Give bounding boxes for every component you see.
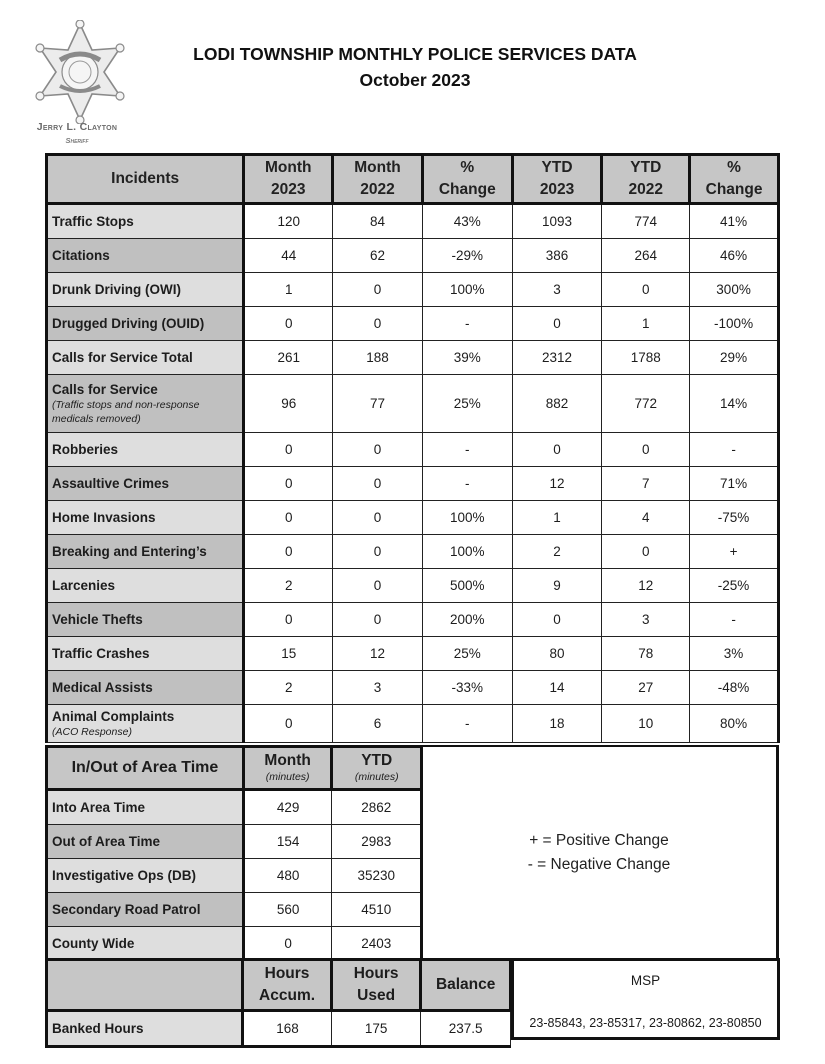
row-label: Citations — [47, 239, 244, 273]
row-label: Banked Hours — [47, 1011, 243, 1047]
cell-value: 0 — [244, 705, 333, 743]
cell-value: 500% — [422, 569, 512, 603]
row-label: Breaking and Entering’s — [47, 535, 244, 569]
row-label: Traffic Crashes — [47, 637, 244, 671]
legend-box — [422, 745, 779, 958]
table-row — [47, 307, 779, 341]
cell-value: - — [690, 433, 779, 467]
row-label: Robberies — [47, 433, 244, 467]
row-label: Drugged Driving (OUID) — [47, 307, 244, 341]
cell-value: 10 — [602, 705, 690, 743]
banked-hours-row — [47, 1011, 511, 1047]
cell-value: + — [690, 535, 779, 569]
cell-value: 7 — [602, 467, 690, 501]
row-label: Secondary Road Patrol — [47, 893, 244, 927]
column-header-incidents: Incidents — [47, 155, 244, 204]
cell-value: 0 — [333, 569, 423, 603]
cell-value: 4510 — [332, 893, 422, 927]
msp-title: MSP — [630, 973, 661, 988]
banked-hours-header-blank — [47, 960, 243, 1011]
cell-value: 200% — [422, 603, 512, 637]
cell-value: 39% — [422, 341, 512, 375]
cell-value: 261 — [244, 341, 333, 375]
cell-value: 0 — [244, 433, 333, 467]
cell-value: 1 — [512, 501, 602, 535]
cell-value: 44 — [244, 239, 333, 273]
cell-value: 3 — [602, 603, 690, 637]
cell-value: - — [690, 603, 779, 637]
legend-negative: - = Negative Change — [527, 856, 671, 873]
table-row — [47, 569, 779, 603]
row-note: (ACO Response) — [52, 726, 132, 738]
row-label: Vehicle Thefts — [47, 603, 244, 637]
column-header-ytd-2023: YTD 2023 — [512, 155, 602, 204]
row-label: County Wide — [47, 927, 244, 961]
area-time-title: In/Out of Area Time — [47, 747, 244, 790]
cell-value: 0 — [333, 501, 423, 535]
cell-value: 18 — [512, 705, 602, 743]
cell-value: 0 — [244, 307, 333, 341]
cell-value: 0 — [244, 535, 333, 569]
column-header-ytd-minutes: YTD (minutes) — [332, 747, 422, 790]
legend-positive: + = Positive Change — [529, 832, 669, 849]
column-header-ytd-pct-change: % Change — [690, 155, 779, 204]
row-label: Medical Assists — [47, 671, 244, 705]
cell-value: 0 — [333, 467, 423, 501]
cell-value: 480 — [243, 859, 332, 893]
sheriff-badge-logo — [30, 18, 130, 138]
cell-value: 80 — [512, 637, 602, 671]
cell-value: 1 — [244, 273, 333, 307]
cell-value: 62 — [333, 239, 423, 273]
sheriff-name: Jerry L. Clayton — [36, 121, 118, 133]
cell-value: -75% — [690, 501, 779, 535]
column-header-hours-used: Hours Used — [331, 960, 420, 1011]
incidents-table — [45, 153, 780, 743]
hours-accum-value: 168 — [243, 1011, 332, 1047]
cell-value: 43% — [422, 204, 512, 239]
table-row — [47, 341, 779, 375]
cell-value: 300% — [690, 273, 779, 307]
column-header-month-pct-change: % Change — [422, 155, 512, 204]
cell-value: 154 — [243, 825, 332, 859]
msp-box — [511, 958, 780, 1040]
cell-value: 12 — [333, 637, 423, 671]
row-label: Assaultive Crimes — [47, 467, 244, 501]
cell-value: - — [422, 705, 512, 743]
cell-value: 0 — [602, 273, 690, 307]
cell-value: 429 — [243, 790, 332, 825]
cell-value: 78 — [602, 637, 690, 671]
cell-value: -48% — [690, 671, 779, 705]
cell-value: 0 — [243, 927, 332, 961]
cell-value: 12 — [512, 467, 602, 501]
cell-value: -33% — [422, 671, 512, 705]
msp-incident-ids: 23-85843, 23-85317, 23-80862, 23-80850 — [529, 1016, 762, 1030]
cell-value: 772 — [602, 375, 690, 433]
cell-value: 29% — [690, 341, 779, 375]
cell-value: 15 — [244, 637, 333, 671]
area-time-table — [45, 745, 423, 961]
cell-value: 560 — [243, 893, 332, 927]
table-row — [47, 535, 779, 569]
cell-value: 80% — [690, 705, 779, 743]
cell-value: 100% — [422, 501, 512, 535]
cell-value: 0 — [602, 535, 690, 569]
table-row — [47, 927, 422, 961]
cell-value: 0 — [244, 603, 333, 637]
row-label: Out of Area Time — [47, 825, 244, 859]
cell-value: 264 — [602, 239, 690, 273]
row-label: Calls for Service (Traffic stops and non-response medicals removed) — [47, 375, 244, 433]
cell-value: 120 — [244, 204, 333, 239]
cell-value: 2 — [244, 569, 333, 603]
area-time-header-row — [47, 747, 422, 790]
cell-value: 71% — [690, 467, 779, 501]
page-title: LODI TOWNSHIP MONTHLY POLICE SERVICES DATA — [193, 44, 637, 64]
table-row — [47, 825, 422, 859]
cell-value: 12 — [602, 569, 690, 603]
table-row — [47, 375, 779, 433]
cell-value: 14 — [512, 671, 602, 705]
cell-value: 0 — [333, 433, 423, 467]
cell-value: 0 — [244, 501, 333, 535]
cell-value: 96 — [244, 375, 333, 433]
row-label: Into Area Time — [47, 790, 244, 825]
table-row — [47, 790, 422, 825]
row-label: Home Invasions — [47, 501, 244, 535]
cell-value: 0 — [602, 433, 690, 467]
row-label: Investigative Ops (DB) — [47, 859, 244, 893]
cell-value: 188 — [333, 341, 423, 375]
cell-value: 2 — [512, 535, 602, 569]
cell-value: 14% — [690, 375, 779, 433]
cell-value: 1093 — [512, 204, 602, 239]
cell-value: 3% — [690, 637, 779, 671]
cell-value: 2 — [244, 671, 333, 705]
hours-used-value: 175 — [331, 1011, 420, 1047]
table-row — [47, 893, 422, 927]
table-row — [47, 671, 779, 705]
cell-value: 774 — [602, 204, 690, 239]
table-row — [47, 603, 779, 637]
column-header-hours-accum: Hours Accum. — [243, 960, 332, 1011]
cell-value: 9 — [512, 569, 602, 603]
cell-value: - — [422, 307, 512, 341]
cell-value: 2312 — [512, 341, 602, 375]
column-header-month-minutes: Month (minutes) — [243, 747, 332, 790]
table-row — [47, 239, 779, 273]
cell-value: 882 — [512, 375, 602, 433]
cell-value: -29% — [422, 239, 512, 273]
cell-value: 1 — [602, 307, 690, 341]
cell-value: 100% — [422, 273, 512, 307]
cell-value: 46% — [690, 239, 779, 273]
table-row — [47, 273, 779, 307]
cell-value: 3 — [512, 273, 602, 307]
cell-value: 1788 — [602, 341, 690, 375]
column-header-month-2023: Month 2023 — [244, 155, 333, 204]
cell-value: 2403 — [332, 927, 422, 961]
cell-value: 0 — [512, 433, 602, 467]
cell-value: 35230 — [332, 859, 422, 893]
banked-hours-table — [45, 958, 512, 1048]
cell-value: 6 — [333, 705, 423, 743]
sheriff-title: Sheriff — [65, 136, 89, 145]
row-label: Drunk Driving (OWI) — [47, 273, 244, 307]
balance-value: 237.5 — [421, 1011, 511, 1047]
cell-value: 0 — [512, 603, 602, 637]
cell-value: -25% — [690, 569, 779, 603]
cell-value: 2983 — [332, 825, 422, 859]
table-row — [47, 637, 779, 671]
table-row — [47, 859, 422, 893]
page-subtitle: October 2023 — [359, 70, 471, 90]
cell-value: - — [422, 467, 512, 501]
cell-value: 100% — [422, 535, 512, 569]
cell-value: 41% — [690, 204, 779, 239]
cell-value: 386 — [512, 239, 602, 273]
cell-value: - — [422, 433, 512, 467]
row-label: Traffic Stops — [47, 204, 244, 239]
table-row — [47, 705, 779, 743]
cell-value: 3 — [333, 671, 423, 705]
cell-value: 25% — [422, 637, 512, 671]
cell-value: 25% — [422, 375, 512, 433]
row-label: Calls for Service Total — [47, 341, 244, 375]
cell-value: -100% — [690, 307, 779, 341]
cell-value: 27 — [602, 671, 690, 705]
banked-hours-header-row — [47, 960, 511, 1011]
cell-value: 2862 — [332, 790, 422, 825]
cell-value: 0 — [512, 307, 602, 341]
row-label: Larcenies — [47, 569, 244, 603]
cell-value: 0 — [333, 603, 423, 637]
table-row — [47, 433, 779, 467]
row-label: Animal Complaints (ACO Response) — [47, 705, 244, 743]
table-row — [47, 501, 779, 535]
cell-value: 84 — [333, 204, 423, 239]
sheriff-star-badge-icon — [34, 20, 126, 124]
cell-value: 0 — [333, 307, 423, 341]
table-row — [47, 467, 779, 501]
cell-value: 0 — [333, 535, 423, 569]
cell-value: 4 — [602, 501, 690, 535]
column-header-ytd-2022: YTD 2022 — [602, 155, 690, 204]
column-header-balance: Balance — [421, 960, 511, 1011]
incidents-header-row — [47, 155, 779, 204]
cell-value: 0 — [333, 273, 423, 307]
change-legend — [422, 829, 776, 877]
row-note: (Traffic stops and non-response medicals removed) — [52, 399, 200, 425]
table-row — [47, 204, 779, 239]
cell-value: 77 — [333, 375, 423, 433]
column-header-month-2022: Month 2022 — [333, 155, 423, 204]
cell-value: 0 — [244, 467, 333, 501]
